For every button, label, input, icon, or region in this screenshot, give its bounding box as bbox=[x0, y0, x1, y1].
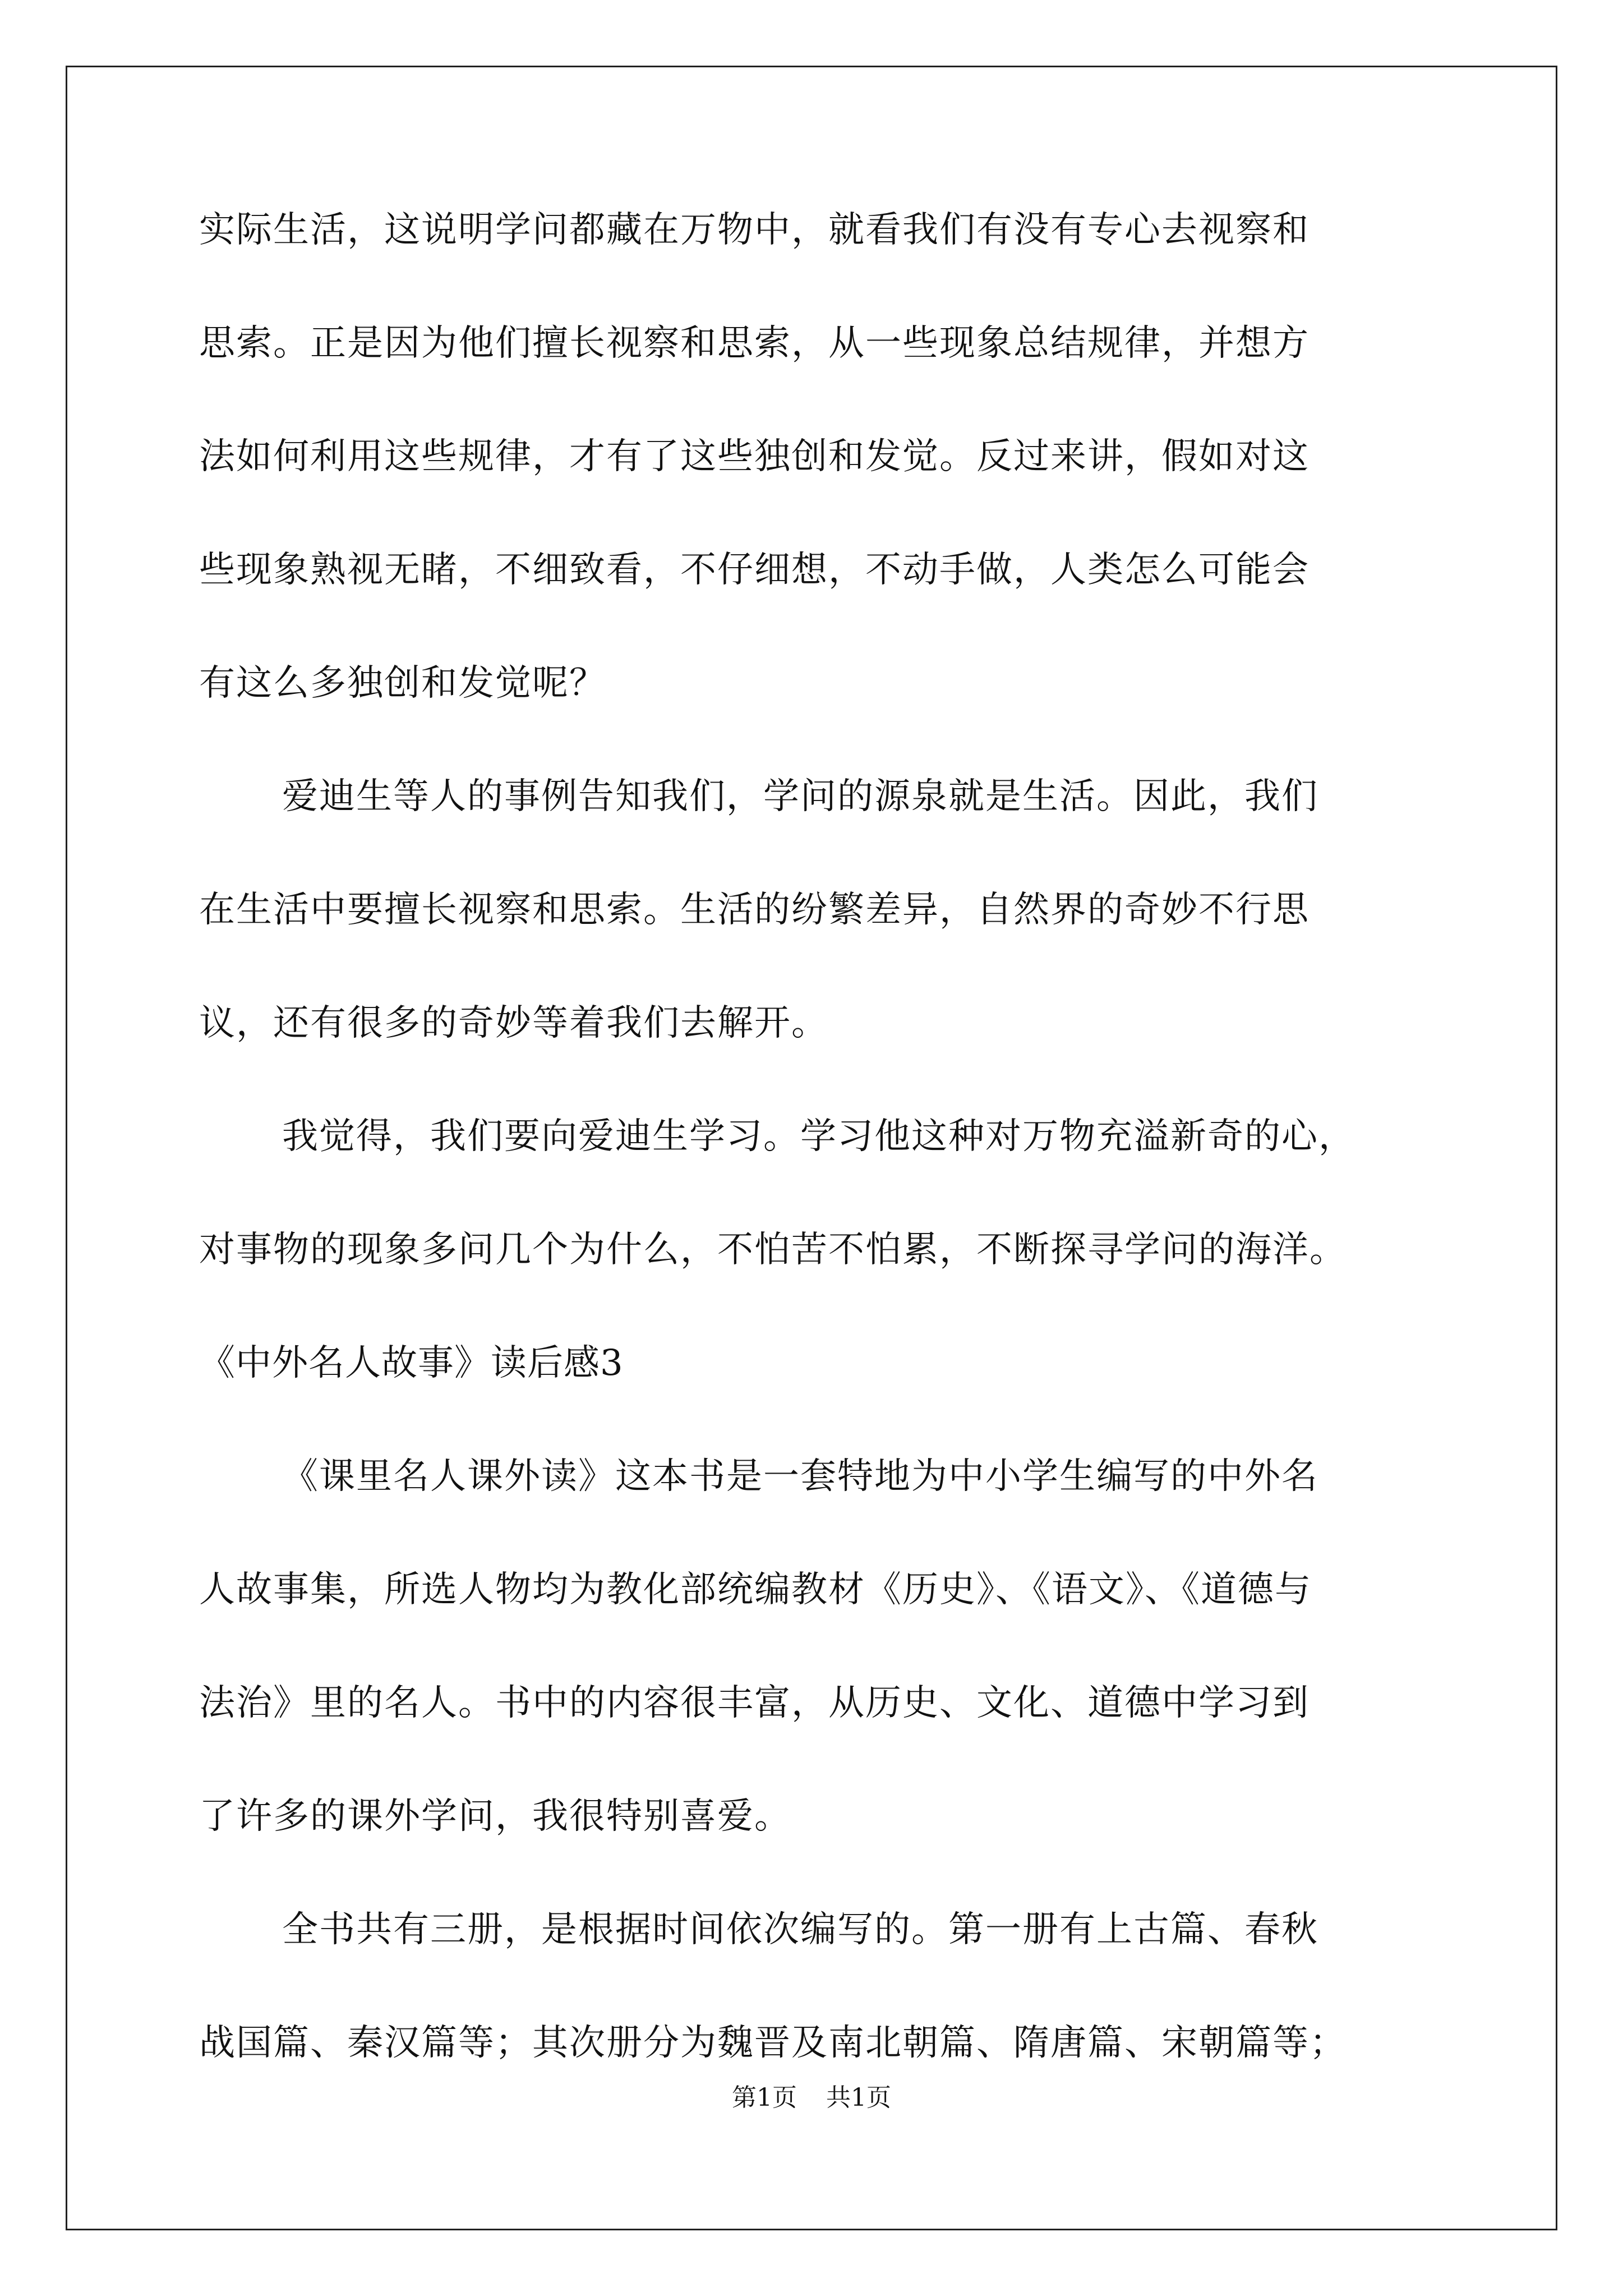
text-line: 爱迪生等人的事例告知我们，学问的源泉就是生活。因此，我们 bbox=[282, 776, 1318, 817]
text-line: 议，还有很多的奇妙等着我们去解开。 bbox=[199, 1002, 828, 1044]
text-line: 战国篇、秦汉篇等；其次册分为魏晋及南北朝篇、隋唐篇、宋朝篇等； bbox=[199, 2022, 1347, 2064]
text-line: 全书共有三册，是根据时间依次编写的。第一册有上古篇、春秋 bbox=[282, 1909, 1318, 1950]
text-line: 在生活中要擅长视察和思索。生活的纷繁差异，自然界的奇妙不行思 bbox=[199, 889, 1310, 931]
text-line: 了许多的课外学问，我很特别喜爱。 bbox=[199, 1796, 791, 1837]
text-line: 人故事集，所选人物均为教化部统编教材《历史》、《语文》、《道德与 bbox=[199, 1569, 1312, 1611]
text-line: 些现象熟视无睹，不细致看，不仔细想，不动手做，人类怎么可能会 bbox=[199, 549, 1310, 591]
text-line: 《课里名人课外读》这本书是一套特地为中小学生编写的中外名 bbox=[282, 1456, 1318, 1497]
text-line: 法治》里的名人。书中的内容很丰富，从历史、文化、道德中学习到 bbox=[199, 1682, 1310, 1724]
text-line: 对事物的现象多问几个为什么，不怕苦不怕累，不断探寻学问的海洋。 bbox=[199, 1229, 1347, 1271]
document-body bbox=[199, 202, 1433, 2128]
text-line: 有这么多独创和发觉呢？ bbox=[199, 662, 606, 704]
text-line: 我觉得，我们要向爱迪生学习。学习他这种对万物充溢新奇的心， bbox=[282, 1116, 1355, 1157]
text-line: 法如何利用这些规律，才有了这些独创和发觉。反过来讲，假如对这 bbox=[199, 436, 1310, 477]
page-footer bbox=[0, 2081, 1623, 2115]
text-line: 实际生活，这说明学问都藏在万物中，就看我们有没有专心去视察和 bbox=[199, 209, 1310, 251]
text-line: 思索。正是因为他们擅长视察和思索，从一些现象总结规律，并想方 bbox=[199, 323, 1310, 364]
section-heading: 《中外名人故事》读后感3 bbox=[199, 1342, 624, 1384]
page-total: 共1页 bbox=[826, 2083, 891, 2112]
page-number: 第1页 bbox=[732, 2083, 797, 2112]
